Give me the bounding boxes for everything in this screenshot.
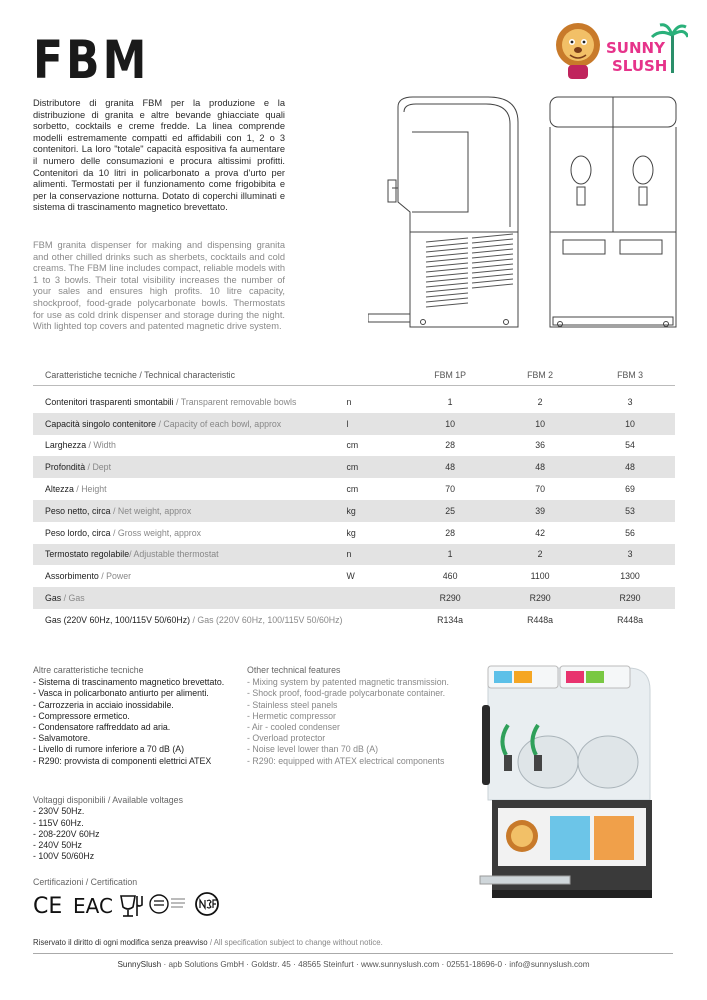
footer-brand: SunnySlush bbox=[117, 960, 162, 969]
footer-divider bbox=[33, 953, 673, 954]
table-row bbox=[33, 435, 675, 457]
row-label-en: / Transparent removable bowls bbox=[173, 396, 297, 407]
row-unit bbox=[346, 587, 405, 609]
row-value: 10 bbox=[585, 413, 675, 435]
table-row bbox=[33, 565, 675, 587]
row-value: R290 bbox=[585, 587, 675, 609]
row-value: 48 bbox=[495, 456, 585, 478]
row-label-it: Altezza bbox=[45, 484, 74, 495]
table-row bbox=[33, 544, 675, 566]
table-row bbox=[33, 456, 675, 478]
row-unit: n bbox=[346, 544, 405, 566]
logo-text-sunny: SUNNY bbox=[606, 39, 665, 57]
row-value: 42 bbox=[535, 527, 546, 538]
food-safe-icon bbox=[121, 896, 142, 916]
technical-drawings bbox=[368, 92, 688, 342]
row-value: 70 bbox=[445, 484, 456, 495]
row-label-en: / Gas bbox=[61, 593, 85, 604]
list-item: - Mixing system by patented magnetic transmission. bbox=[247, 677, 449, 688]
section-title: Certificazioni / Certification bbox=[33, 877, 138, 887]
list-item: - R290: equipped with ATEX electrical components bbox=[247, 755, 445, 766]
list-item: - Carrozzeria in acciaio inossidabile. bbox=[33, 699, 174, 710]
row-label-en: / Dept bbox=[85, 462, 112, 473]
row-value: 39 bbox=[495, 500, 585, 522]
table-row bbox=[33, 609, 675, 631]
row-label-en: / Gross weight, approx bbox=[110, 527, 201, 538]
row-label-it: Peso netto, circa bbox=[45, 505, 111, 516]
header-model: FBM 2 bbox=[495, 365, 585, 385]
row-label-it: Capacità singolo contenitore bbox=[45, 418, 157, 429]
row-unit bbox=[346, 609, 405, 631]
row-label-en: / Net weight, approx bbox=[110, 505, 192, 516]
front-view-drawing bbox=[550, 97, 676, 327]
footer bbox=[0, 960, 707, 969]
row-value: 28 bbox=[445, 527, 456, 538]
list-item: - Condensatore raffreddato ad aria. bbox=[33, 722, 171, 733]
features-italian bbox=[33, 665, 243, 767]
header-model: FBM 1P bbox=[405, 365, 495, 385]
ce-mark-icon: CE bbox=[33, 894, 63, 919]
row-label-it: Gas (220V 60Hz, 100/115V 50/60Hz) bbox=[45, 614, 191, 625]
list-item: - R290: provvista di componenti elettrici ATEX bbox=[33, 755, 212, 766]
row-label-it: Peso lordo, circa bbox=[45, 527, 111, 538]
list-item: - 208-220V 60Hz bbox=[33, 828, 100, 839]
row-value: 10 bbox=[405, 413, 495, 435]
row-label-it: Gas bbox=[45, 593, 62, 604]
row-value: 10 bbox=[495, 413, 585, 435]
list-item: - Livello di rumore inferiore a 70 dB (A) bbox=[33, 744, 185, 755]
row-unit: kg bbox=[346, 500, 405, 522]
row-unit: W bbox=[346, 571, 355, 582]
row-value: 1 bbox=[447, 396, 453, 407]
row-value: 1300 bbox=[620, 571, 640, 582]
row-label-it: Profondità bbox=[45, 462, 86, 473]
row-value: 56 bbox=[625, 527, 635, 538]
row-unit: n bbox=[346, 396, 352, 407]
list-item: - 230V 50Hz. bbox=[33, 806, 85, 817]
footer-address: · apb Solutions GmbH · Goldstr. 45 · 48565 Steinfurt · www.sunnyslush.com · 02551-18696-0 · info@sunnyslush.com bbox=[161, 960, 590, 969]
row-label-en: / Gas (220V 60Hz, 100/115V 50/60Hz) bbox=[190, 614, 343, 625]
features-english bbox=[247, 665, 467, 767]
row-value: 1 bbox=[405, 544, 495, 566]
section-title: Other technical features bbox=[247, 665, 341, 675]
section-title: Voltaggi disponibili / Available voltages bbox=[33, 795, 183, 805]
table-row bbox=[33, 587, 675, 609]
row-value: R448a bbox=[527, 614, 554, 625]
list-item: - 240V 50Hz bbox=[33, 840, 82, 851]
table-row bbox=[33, 478, 675, 500]
disclaimer-en: / All specification subject to change without notice. bbox=[207, 938, 383, 947]
row-value: R290 bbox=[495, 587, 585, 609]
table-row bbox=[33, 500, 675, 522]
row-label-en: / Capacity of each bowl, approx bbox=[156, 418, 282, 429]
header-label: Caratteristiche tecniche / Technical characteristic bbox=[33, 365, 405, 385]
row-label-it: Larghezza bbox=[45, 440, 87, 451]
granita-machine-image bbox=[480, 666, 652, 898]
etl-listed-icon bbox=[150, 895, 185, 913]
side-view-drawing bbox=[368, 97, 518, 327]
list-item: - Hermetic compressor bbox=[247, 710, 336, 721]
product-photo bbox=[478, 650, 668, 915]
row-value: 54 bbox=[625, 440, 635, 451]
row-value: R290 bbox=[405, 587, 495, 609]
row-value: 70 bbox=[535, 484, 546, 495]
row-value: 460 bbox=[442, 571, 458, 582]
row-value: R134a bbox=[437, 614, 464, 625]
disclaimer bbox=[33, 938, 383, 947]
row-value: 3 bbox=[627, 396, 633, 407]
row-label-it: Assorbimento bbox=[45, 571, 99, 582]
list-item: - Compressore ermetico. bbox=[33, 710, 130, 721]
row-value: 69 bbox=[625, 484, 635, 495]
row-value: 2 bbox=[495, 544, 585, 566]
row-value: 2 bbox=[537, 396, 543, 407]
row-label-it: Termostato regolabile bbox=[45, 549, 130, 560]
row-value: 48 bbox=[585, 456, 675, 478]
row-value: 25 bbox=[405, 500, 495, 522]
row-value: 48 bbox=[405, 456, 495, 478]
list-item: - Stainless steel panels bbox=[247, 699, 338, 710]
row-unit: cm bbox=[346, 484, 359, 495]
row-label-en: / Adjustable thermostat bbox=[129, 549, 219, 560]
certification-icons bbox=[33, 891, 253, 919]
list-item: - Salvamotore. bbox=[33, 733, 91, 744]
lion-mascot-icon bbox=[556, 23, 600, 79]
list-item: - 115V 60Hz. bbox=[33, 817, 84, 828]
logo-text-slush: SLUSH bbox=[612, 57, 668, 75]
row-unit: cm bbox=[346, 456, 405, 478]
spec-table-header bbox=[33, 365, 675, 385]
row-label-it: Contenitori trasparenti smontabili bbox=[45, 396, 174, 407]
row-value: 53 bbox=[585, 500, 675, 522]
header-model: FBM 3 bbox=[585, 365, 675, 385]
spec-table bbox=[33, 365, 675, 631]
disclaimer-it: Riservato il diritto di ogni modifica senza preavviso bbox=[33, 938, 208, 947]
description-english: FBM granita dispenser for making and dispensing granita and other chilled drinks such as sherbets, cocktails and cold creams. The FBM line includes compact, reliable models with 1 to 3 bowls. Their total visibility increases the number of your sales and ensures high profits. 10 litre capacity, shockproof, food-grade polycarbonate bowls. Thermostats for use as cold drink dispenser and storage during the night. With lighted top covers and patented magnetic drive system. bbox=[33, 240, 285, 332]
page-title: FBM bbox=[33, 30, 150, 92]
list-item: - 100V 50/60Hz bbox=[33, 851, 95, 862]
row-value: 3 bbox=[585, 544, 675, 566]
list-item: - Vasca in policarbonato antiurto per alimenti. bbox=[33, 688, 209, 699]
voltages-list bbox=[33, 795, 183, 863]
list-item: - Air - cooled condenser bbox=[247, 722, 340, 733]
table-row bbox=[33, 391, 675, 413]
table-row bbox=[33, 522, 675, 544]
row-value: 28 bbox=[445, 440, 456, 451]
row-label-en: / Height bbox=[73, 484, 107, 495]
section-title: Altre caratteristiche tecniche bbox=[33, 665, 144, 675]
row-value: 1100 bbox=[530, 571, 550, 582]
description-italian: Distributore di granita FBM per la produzione e la distribuzione di granita e altre bevande ghiacciate quali sorbetto, cocktails e creme fredde. La linea comprende modelli estremamente compatti ed affidabili con 1, 2 o 3 contenitori. La loro "totale" capacità espositiva fa aumentare il numero delle consumazioni e procura altissimi profitti. Contenitori da 10 litri in policarbonato a prova d'urto per alimenti. Termostati per il funzionamento come frigobibita e per la conservazione notturna. Dotato di coperchi illuminati e sistema di trascinamento magnetico brevettato. bbox=[33, 98, 285, 213]
sunnyslush-logo bbox=[548, 15, 688, 85]
row-unit: kg bbox=[346, 527, 356, 538]
eac-mark-icon: EAC bbox=[73, 894, 113, 918]
list-item: - Shock proof, food-grade polycarbonate container. bbox=[247, 688, 446, 699]
nsf-certification-icon bbox=[196, 893, 218, 915]
list-item: - Noise level lower than 70 dB (A) bbox=[247, 744, 379, 755]
list-item: - Overload protector bbox=[247, 733, 326, 744]
row-label-en: / Width bbox=[86, 440, 116, 451]
row-unit: cm bbox=[346, 440, 359, 451]
row-unit: l bbox=[346, 413, 405, 435]
row-value: 36 bbox=[535, 440, 546, 451]
certifications bbox=[33, 877, 138, 919]
row-label-en: / Power bbox=[98, 571, 132, 582]
table-row bbox=[33, 413, 675, 435]
row-value: R448a bbox=[617, 614, 643, 625]
list-item: - Sistema di trascinamento magnetico brevettato. bbox=[33, 677, 225, 688]
